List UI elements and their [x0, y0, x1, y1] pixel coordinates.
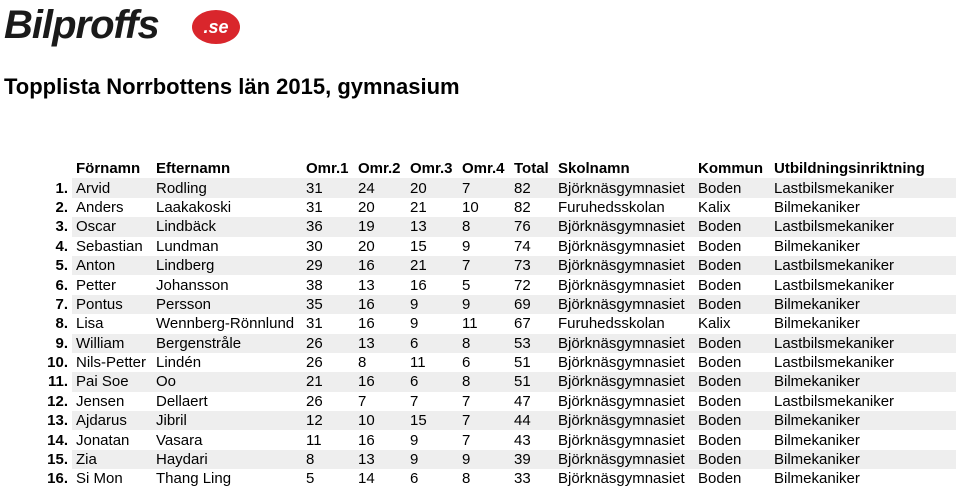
municipality-cell: Boden: [694, 256, 770, 275]
omr4-cell: 7: [462, 431, 471, 449]
omr1-cell: 35: [302, 295, 354, 314]
table-header-row: [0, 159, 956, 178]
school-cell: Björknäsgymnasiet: [558, 237, 685, 255]
omr4-cell: 7: [458, 256, 510, 275]
school-cell: Björknäsgymnasiet: [558, 392, 685, 410]
omr3-cell: 6: [406, 334, 458, 353]
omr1-cell: 36: [302, 217, 354, 236]
table-row: [0, 334, 956, 353]
program-cell: Bilmekaniker: [774, 237, 860, 255]
omr1-cell: 38: [306, 276, 323, 294]
program-cell: Bilmekaniker: [770, 372, 956, 391]
omr1-cell: 12: [302, 411, 354, 430]
program-cell: Lastbilsmekaniker: [774, 392, 895, 410]
omr4-cell: 7: [458, 411, 510, 430]
rank-cell: 7.: [55, 295, 68, 313]
program-cell: Lastbilsmekaniker: [774, 276, 895, 294]
rank-cell: 13.: [47, 412, 68, 430]
first-name-cell: Jensen: [76, 392, 125, 410]
total-cell: 82: [510, 178, 554, 197]
table-row: [0, 372, 956, 391]
header-rank: [0, 159, 72, 178]
omr1-cell: 11: [306, 431, 322, 449]
first-name-cell: William: [72, 334, 152, 353]
last-name-cell: Dellaert: [156, 392, 208, 410]
omr2-cell: 7: [358, 392, 367, 410]
last-name-cell: Wennberg-Rönnlund: [156, 315, 295, 333]
total-cell: 67: [514, 315, 531, 333]
omr2-cell: 14: [358, 470, 375, 488]
header-municipality: Kommun: [698, 160, 763, 178]
program-cell: Bilmekaniker: [774, 198, 860, 216]
municipality-cell: Kalix: [698, 315, 731, 333]
omr1-cell: 26: [302, 334, 354, 353]
school-cell: Björknäsgymnasiet: [554, 256, 694, 275]
omr4-cell: 8: [458, 372, 510, 391]
table-row: [0, 256, 956, 275]
last-name-cell: Rodling: [152, 178, 302, 197]
rank-cell: 6.: [55, 276, 68, 294]
rank-cell: 1.: [55, 179, 68, 197]
table-row: [0, 178, 956, 197]
program-cell: Lastbilsmekaniker: [774, 354, 895, 372]
omr2-cell: 24: [354, 178, 406, 197]
omr1-cell: 31: [306, 198, 323, 216]
municipality-cell: Boden: [698, 470, 742, 488]
school-cell: Björknäsgymnasiet: [558, 354, 685, 372]
table-row: [0, 411, 956, 430]
omr4-cell: 5: [462, 276, 471, 294]
last-name-cell: Lindbäck: [152, 217, 302, 236]
first-name-cell: Pai Soe: [72, 372, 152, 391]
omr2-cell: 8: [358, 354, 367, 372]
omr4-cell: 8: [458, 217, 510, 236]
omr3-cell: 9: [410, 315, 419, 333]
first-name-cell: Sebastian: [76, 237, 143, 255]
school-cell: Björknäsgymnasiet: [558, 276, 685, 294]
first-name-cell: Nils-Petter: [76, 354, 147, 372]
total-cell: 53: [510, 334, 554, 353]
last-name-cell: Lundman: [156, 237, 219, 255]
last-name-cell: Jibril: [152, 411, 302, 430]
omr3-cell: 16: [410, 276, 427, 294]
omr1-cell: 8: [302, 450, 354, 469]
total-cell: 51: [510, 372, 554, 391]
municipality-cell: Boden: [698, 354, 742, 372]
municipality-cell: Boden: [694, 372, 770, 391]
municipality-cell: Boden: [698, 392, 742, 410]
omr3-cell: 20: [406, 178, 458, 197]
total-cell: 47: [514, 392, 531, 410]
omr4-cell: 7: [458, 178, 510, 197]
program-cell: Bilmekaniker: [774, 470, 860, 488]
omr2-cell: 16: [354, 372, 406, 391]
program-cell: Bilmekaniker: [770, 450, 956, 469]
omr4-cell: 8: [458, 334, 510, 353]
omr4-cell: 8: [462, 470, 471, 488]
table-row: [0, 237, 956, 256]
total-cell: 33: [514, 470, 531, 488]
school-cell: Björknäsgymnasiet: [554, 217, 694, 236]
total-cell: 74: [514, 237, 531, 255]
table-row: [0, 198, 956, 217]
omr1-cell: 31: [302, 178, 354, 197]
rank-cell: 11.: [47, 373, 68, 391]
rank-cell: 12.: [47, 392, 68, 410]
omr2-cell: 16: [358, 315, 375, 333]
omr2-cell: 20: [358, 237, 375, 255]
omr2-cell: 10: [354, 411, 406, 430]
table-row: [0, 275, 956, 294]
first-name-cell: Pontus: [72, 295, 152, 314]
municipality-cell: Kalix: [698, 198, 731, 216]
first-name-cell: Jonatan: [76, 431, 130, 449]
first-name-cell: Anders: [76, 198, 124, 216]
table-row: [0, 469, 956, 488]
table-row: [0, 314, 956, 333]
omr1-cell: 26: [306, 392, 323, 410]
header-school: Skolnamn: [558, 160, 630, 178]
table-row: [0, 217, 956, 236]
page-title: Topplista Norrbottens län 2015, gymnasium: [4, 74, 460, 99]
last-name-cell: Lindén: [156, 354, 202, 372]
table-row: [0, 450, 956, 469]
school-cell: Björknäsgymnasiet: [554, 450, 694, 469]
school-cell: Björknäsgymnasiet: [554, 334, 694, 353]
table-row: [0, 353, 956, 372]
omr3-cell: 15: [406, 411, 458, 430]
omr2-cell: 16: [354, 295, 406, 314]
table-row: [0, 430, 956, 449]
omr2-cell: 13: [358, 276, 375, 294]
first-name-cell: Anton: [72, 256, 152, 275]
program-cell: Lastbilsmekaniker: [770, 217, 956, 236]
first-name-cell: Petter: [76, 276, 117, 294]
municipality-cell: Boden: [694, 411, 770, 430]
omr3-cell: 11: [410, 354, 426, 372]
omr1-cell: 21: [302, 372, 354, 391]
header-omr2: Omr.2: [358, 160, 401, 178]
last-name-cell: Thang Ling: [156, 470, 232, 488]
omr1-cell: 30: [306, 237, 323, 255]
logo-wordmark: Bilproffs: [4, 3, 159, 47]
rank-cell: 4.: [55, 237, 68, 255]
program-cell: Bilmekaniker: [770, 295, 956, 314]
total-cell: 43: [514, 431, 531, 449]
omr4-cell: 7: [462, 392, 471, 410]
school-cell: Björknäsgymnasiet: [554, 178, 694, 197]
table-row: [0, 392, 956, 411]
municipality-cell: Boden: [698, 276, 742, 294]
rank-cell: 5.: [55, 257, 68, 275]
school-cell: Björknäsgymnasiet: [554, 295, 694, 314]
logo-badge: .se: [192, 10, 240, 44]
omr4-cell: 9: [462, 237, 471, 255]
rank-cell: 9.: [55, 334, 68, 352]
municipality-cell: Boden: [698, 237, 742, 255]
program-cell: Bilmekaniker: [774, 315, 860, 333]
first-name-cell: Arvid: [72, 178, 152, 197]
last-name-cell: Johansson: [156, 276, 229, 294]
municipality-cell: Boden: [694, 295, 770, 314]
rank-cell: 16.: [47, 470, 68, 488]
omr3-cell: 15: [410, 237, 427, 255]
rank-cell: 2.: [55, 198, 68, 216]
last-name-cell: Oo: [152, 372, 302, 391]
municipality-cell: Boden: [694, 334, 770, 353]
omr3-cell: 9: [410, 431, 419, 449]
school-cell: Björknäsgymnasiet: [558, 431, 685, 449]
first-name-cell: Zia: [72, 450, 152, 469]
header-program: Utbildningsinriktning: [774, 160, 925, 178]
first-name-cell: Oscar: [72, 217, 152, 236]
omr2-cell: 20: [358, 198, 375, 216]
last-name-cell: Haydari: [152, 450, 302, 469]
omr3-cell: 21: [410, 198, 427, 216]
last-name-cell: Lindberg: [152, 256, 302, 275]
rank-cell: 10.: [47, 354, 68, 372]
omr1-cell: 5: [306, 470, 315, 488]
total-cell: 51: [514, 354, 531, 372]
school-cell: Furuhedsskolan: [558, 198, 665, 216]
omr2-cell: 13: [354, 450, 406, 469]
municipality-cell: Boden: [694, 217, 770, 236]
header-omr1: Omr.1: [306, 160, 349, 178]
last-name-cell: Bergenstråle: [152, 334, 302, 353]
total-cell: 72: [514, 276, 531, 294]
header-last-name: Efternamn: [156, 160, 231, 178]
school-cell: Björknäsgymnasiet: [554, 411, 694, 430]
omr3-cell: 9: [406, 450, 458, 469]
rank-cell: 3.: [55, 218, 68, 236]
omr2-cell: 13: [354, 334, 406, 353]
toplist-table: [0, 159, 956, 489]
omr2-cell: 19: [354, 217, 406, 236]
omr3-cell: 6: [410, 470, 419, 488]
rank-cell: 8.: [55, 315, 68, 333]
program-cell: Bilmekaniker: [774, 431, 860, 449]
municipality-cell: Boden: [694, 450, 770, 469]
bilproffs-logo: [4, 2, 244, 50]
omr3-cell: 21: [406, 256, 458, 275]
omr4-cell: 9: [458, 450, 510, 469]
omr3-cell: 9: [406, 295, 458, 314]
omr3-cell: 6: [406, 372, 458, 391]
school-cell: Furuhedsskolan: [558, 315, 665, 333]
omr1-cell: 26: [306, 354, 323, 372]
municipality-cell: Boden: [698, 431, 742, 449]
header-total: Total: [514, 160, 549, 178]
table-row: [0, 295, 956, 314]
total-cell: 73: [510, 256, 554, 275]
first-name-cell: Lisa: [76, 315, 104, 333]
last-name-cell: Persson: [152, 295, 302, 314]
omr2-cell: 16: [354, 256, 406, 275]
program-cell: Bilmekaniker: [770, 411, 956, 430]
municipality-cell: Boden: [694, 178, 770, 197]
last-name-cell: Vasara: [156, 431, 203, 449]
total-cell: 44: [510, 411, 554, 430]
total-cell: 69: [510, 295, 554, 314]
total-cell: 76: [510, 217, 554, 236]
omr1-cell: 31: [306, 315, 323, 333]
omr3-cell: 13: [406, 217, 458, 236]
omr4-cell: 11: [462, 315, 478, 333]
rank-cell: 15.: [47, 451, 68, 469]
school-cell: Björknäsgymnasiet: [558, 470, 685, 488]
header-first-name: Förnamn: [76, 160, 141, 178]
last-name-cell: Laakakoski: [156, 198, 232, 216]
omr4-cell: 10: [462, 198, 479, 216]
omr2-cell: 16: [358, 431, 375, 449]
header-omr4: Omr.4: [462, 160, 505, 178]
first-name-cell: Si Mon: [76, 470, 123, 488]
omr4-cell: 6: [462, 354, 471, 372]
header-omr3: Omr.3: [410, 160, 453, 178]
rank-cell: 14.: [47, 431, 68, 449]
omr1-cell: 29: [302, 256, 354, 275]
program-cell: Lastbilsmekaniker: [770, 256, 956, 275]
program-cell: Lastbilsmekaniker: [770, 178, 956, 197]
total-cell: 39: [510, 450, 554, 469]
school-cell: Björknäsgymnasiet: [554, 372, 694, 391]
omr3-cell: 7: [410, 392, 419, 410]
first-name-cell: Ajdarus: [72, 411, 152, 430]
program-cell: Lastbilsmekaniker: [770, 334, 956, 353]
omr4-cell: 9: [458, 295, 510, 314]
total-cell: 82: [514, 198, 531, 216]
